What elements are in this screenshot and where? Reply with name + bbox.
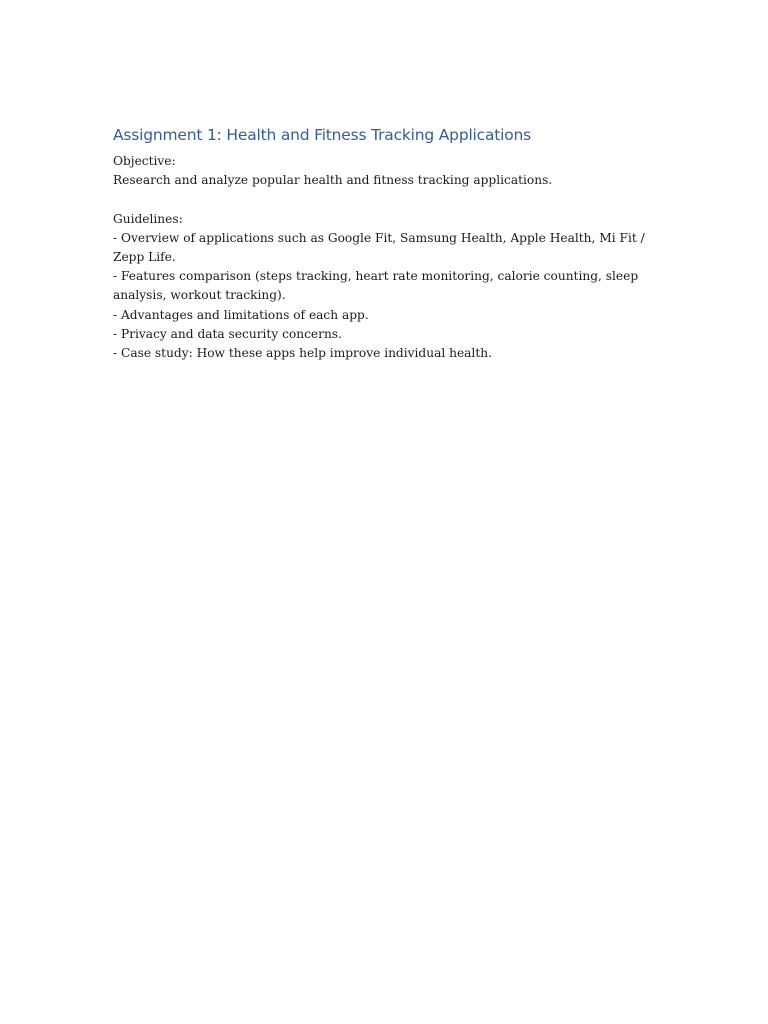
guideline-item: - Features comparison (steps tracking, heart rate monitoring, calorie counting, sleep analysis, workout tracking). (113, 269, 642, 303)
paragraph-spacer (113, 190, 653, 209)
objective-text: Research and analyze popular health and fitness tracking applications. (113, 173, 553, 188)
objective-label: Objective: (113, 154, 176, 168)
guidelines-label: Guidelines: (113, 211, 183, 226)
document-title: Assignment 1: Health and Fitness Tracking Applications (113, 126, 532, 144)
guidelines-list (113, 229, 653, 363)
guideline-item: - Overview of applications such as Google Fit, Samsung Health, Apple Health, Mi Fit / Zepp Life. (113, 230, 649, 264)
guideline-item: - Privacy and data security concerns. (113, 326, 342, 341)
guideline-item: - Advantages and limitations of each app. (113, 307, 369, 322)
guideline-item: - Case study: How these apps help improve individual health. (113, 346, 492, 361)
document-body (113, 124, 653, 363)
